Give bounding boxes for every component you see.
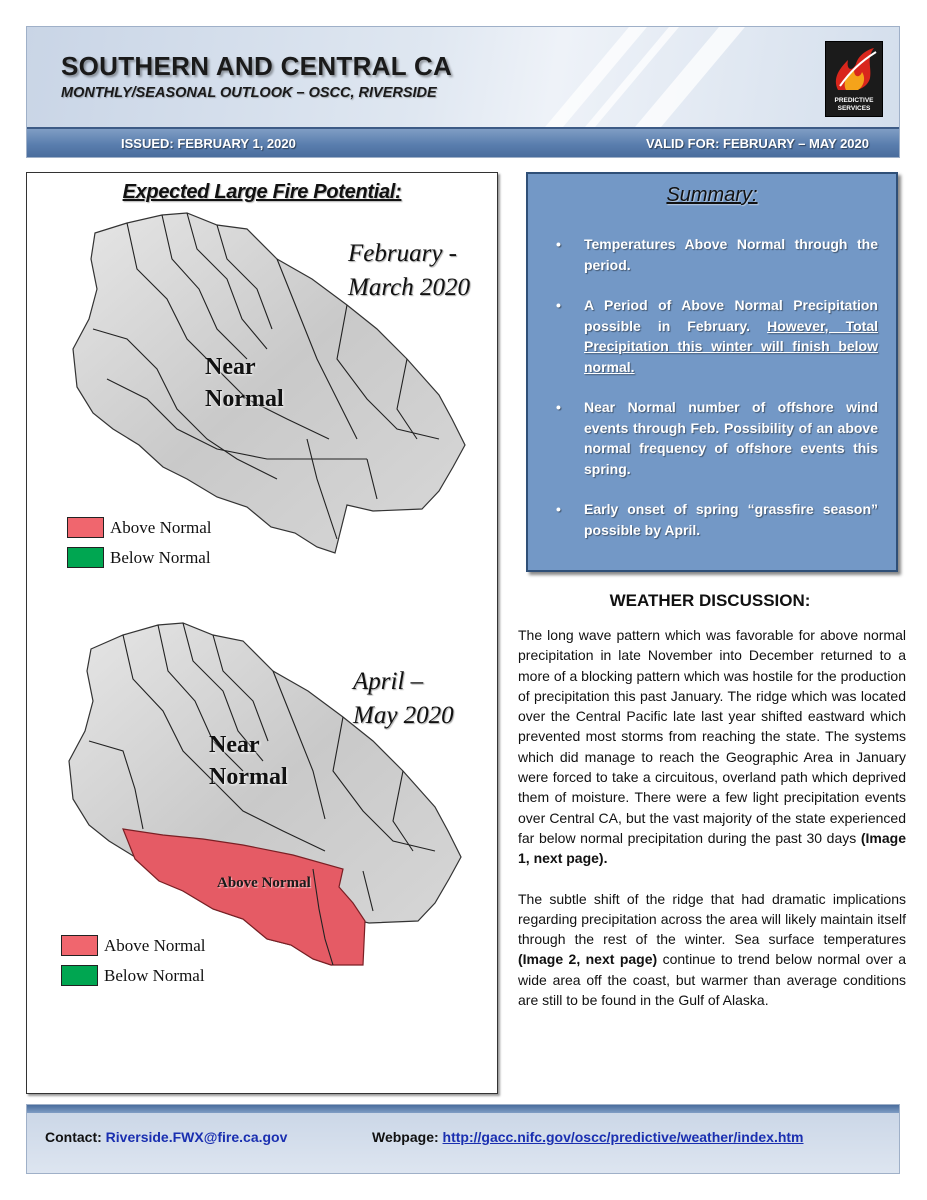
footer: [26, 1104, 900, 1174]
legend-swatch-below: [61, 965, 98, 986]
fire-potential-panel: [26, 172, 498, 1094]
page-subtitle: MONTHLY/SEASONAL OUTLOOK – OSCC, RIVERSIDE: [61, 85, 437, 101]
legend-label-above: Above Normal: [110, 517, 212, 537]
weather-paragraph: The long wave pattern which was favorable for above normal precipitation in late November into December returned to a more of a blocking pattern which was hostile for the production of precipitation this past January. The ridge which was located over the Central Pacific late last year shifted eastward which prevented most storms from reaching the state. The systems which did manage to reach the Geographic Area in January were forced to take a circuitous, overland path which deprived them of moisture. There were a few light precipitation events over Central CA, but the vast majority of the state experienced far below normal precipitation during the past 30 days (Image 1, next page).: [518, 627, 906, 867]
map1-near-line2: Normal: [205, 386, 284, 412]
contact-line: [45, 1129, 287, 1145]
weather-discussion-title: WEATHER DISCUSSION:: [609, 591, 811, 610]
contact-label: Contact:: [45, 1129, 102, 1145]
map2-region-label: Above Normal: [217, 875, 311, 891]
map2-near-line1: Near: [209, 732, 260, 758]
legend-label-above: Above Normal: [104, 935, 206, 955]
valid-period: VALID FOR: FEBRUARY – MAY 2020: [646, 136, 869, 151]
image-reference: (Image 2, next page): [518, 951, 658, 968]
legend-below-normal: [67, 547, 211, 568]
predictive-services-logo: [825, 41, 883, 117]
logo-text-line1: PREDICTIVE: [834, 97, 874, 104]
summary-bullet: • Near Normal number of offshore wind events through Feb. Possibility of an above normal frequency of offshore events this spring.: [554, 397, 878, 479]
flame-icon: [826, 42, 884, 94]
map2-period-line2: May 2020: [353, 702, 454, 729]
summary-bullet: • A Period of Above Normal Precipitation possible in February. However, Total Precipitation this winter will finish below normal.: [554, 295, 878, 377]
map2-period-line1: April –: [353, 668, 424, 695]
summary-bullet: • Temperatures Above Normal through the period.: [554, 234, 878, 275]
summary-title: Summary:: [666, 184, 758, 206]
map2-near-line2: Normal: [209, 764, 288, 790]
header-banner: [26, 26, 900, 158]
webpage-line: [372, 1129, 804, 1145]
legend-label-below: Below Normal: [110, 547, 211, 567]
summary-box: [526, 172, 898, 572]
webpage-label: Webpage:: [372, 1129, 439, 1145]
image-reference: (Image 1, next page).: [518, 829, 906, 867]
summary-bullet: • Early onset of spring “grassfire season” possible by April.: [554, 499, 878, 540]
footer-bar: [27, 1105, 899, 1113]
legend-below-normal: [61, 965, 205, 986]
panel-title: Expected Large Fire Potential:: [122, 181, 402, 203]
issued-bar: [27, 127, 899, 157]
weather-discussion-body: [518, 625, 906, 1030]
legend-above-normal: [67, 517, 212, 538]
webpage-link[interactable]: http://gacc.nifc.gov/oscc/predictive/weather/index.htm: [442, 1129, 804, 1145]
legend-swatch-above: [61, 935, 98, 956]
map1-period-line1: February -: [348, 240, 457, 267]
contact-email-link[interactable]: Riverside.FWX@fire.ca.gov: [105, 1129, 288, 1145]
page-title: SOUTHERN AND CENTRAL CA: [61, 51, 453, 81]
legend-swatch-above: [67, 517, 104, 538]
logo-text-line2: SERVICES: [837, 105, 871, 112]
summary-bullet-underlined: However, Total Precipitation this winter will finish below normal.: [584, 317, 878, 375]
issued-date: ISSUED: FEBRUARY 1, 2020: [121, 136, 296, 151]
map1-period-line2: March 2020: [348, 274, 470, 301]
summary-list: [554, 234, 878, 560]
map1-near-line1: Near: [205, 354, 256, 380]
weather-paragraph: The subtle shift of the ridge that had dramatic implications regarding precipitation across the area will likely maintain itself through the rest of the winter. Sea surface temperatures (Image 2, next page) continue to trend below normal over a wide area off the coast, but warmer than average conditions are still to be found in the Gulf of Alaska.: [518, 890, 907, 1009]
legend-above-normal: [61, 935, 206, 956]
legend-swatch-below: [67, 547, 104, 568]
legend-label-below: Below Normal: [104, 965, 205, 985]
